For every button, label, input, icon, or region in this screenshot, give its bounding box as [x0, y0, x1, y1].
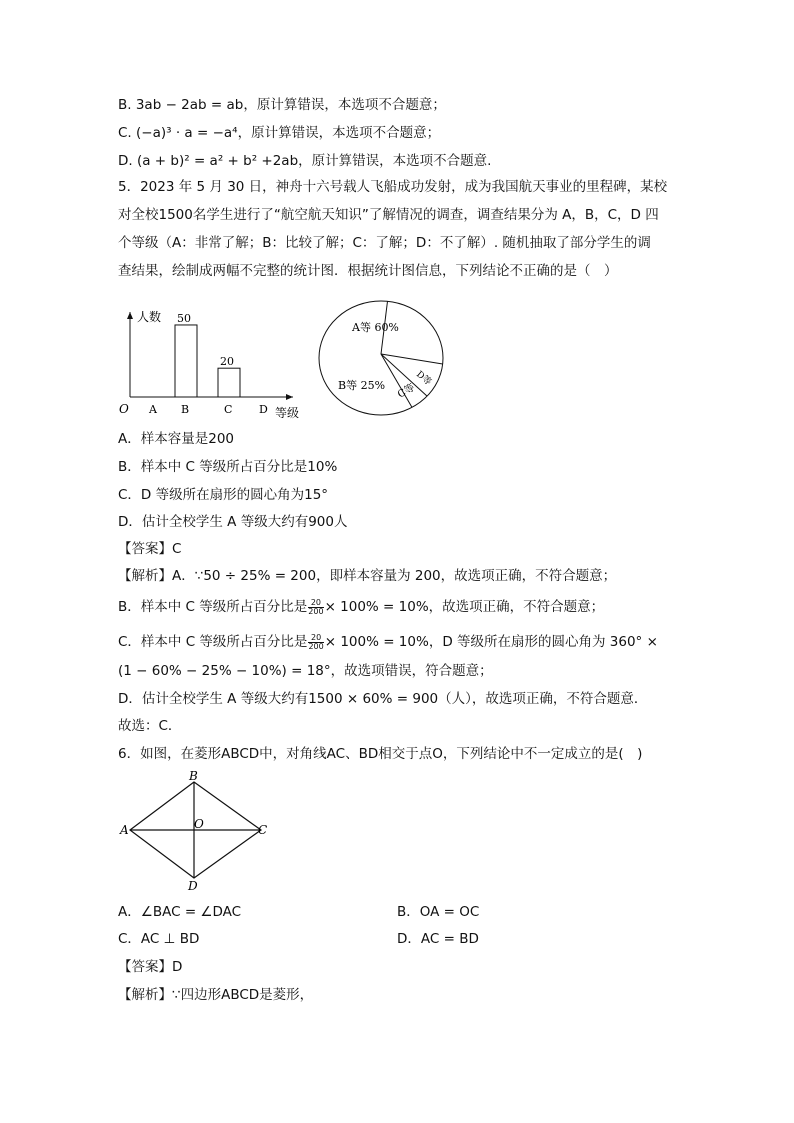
bar-B: [175, 325, 197, 397]
pie-slice-label: C等: [396, 382, 417, 401]
option-c-line: C. (−a)³ · a = −a⁴，原计算错误，本选项不合题意；: [118, 125, 441, 141]
center-o-label: O: [194, 817, 204, 831]
q5-stem-line1: 5．2023 年 5 月 30 日，神舟十六号载人飞船成功发射，成为我国航天事业的里程碑，某校: [118, 179, 668, 195]
bar-value-label-B: 50: [177, 311, 191, 325]
pie-slice-label: B等 25%: [338, 379, 386, 392]
tick-label-D: D: [259, 403, 268, 416]
q5-explanation-c-cont: (1 − 60% − 25% − 10%) = 18°，故选项错误，符合题意；: [118, 663, 493, 679]
bar-chart-origin: O: [119, 402, 129, 416]
q5-explanation-b: B．样本中 C 等级所占百分比是 $\frac{20}{200}$ × 100% = 10%，故选项正确，不符合题意；: [118, 597, 605, 616]
q5-stem-line2: 对全校1500名学生进行了“航空航天知识”了解情况的调查，调查结果分为 A，B，C，D 四: [118, 207, 659, 223]
vertex-a-label: A: [120, 823, 129, 837]
fraction: $\frac{20}{200}$: [308, 632, 324, 651]
q5-option-c: C．D 等级所在扇形的圆心角为15°: [118, 487, 329, 503]
q6-option-a: A．∠BAC = ∠DAC: [118, 904, 242, 920]
q5-stem-line4: 查结果，绘制成两幅不完整的统计图．根据统计图信息，下列结论不正确的是（ ）: [118, 263, 618, 279]
q6-stem: 6．如图，在菱形ABCD中，对角线AC、BD相交于点O，下列结论中不一定成立的是( ): [118, 746, 643, 762]
pie-chart: [318, 300, 444, 418]
fraction: $\frac{20}{200}$: [308, 597, 324, 616]
q6-answer: 【答案】D: [118, 959, 183, 975]
bar-C: [218, 368, 240, 397]
q5-answer: 【答案】C: [118, 541, 182, 557]
pie-slice-label: A等 60%: [352, 321, 399, 334]
bar-chart-xlabel: 等级: [275, 406, 300, 420]
q5-option-b: B．样本中 C 等级所占百分比是10%: [118, 459, 338, 475]
vertex-b-label: B: [189, 769, 198, 783]
tick-label-A: A: [149, 403, 157, 416]
rhombus-figure: [118, 770, 278, 895]
tick-label-C: C: [224, 403, 233, 416]
q5-conclusion: 故选：C．: [118, 718, 182, 734]
option-d-line: D. (a + b)² = a² + b² +2ab，原计算错误，本选项不合题意.: [118, 153, 492, 169]
q5-option-a: A．样本容量是200: [118, 431, 235, 447]
bar-chart: [115, 302, 305, 422]
vertex-c-label: C: [258, 823, 268, 837]
q5-explanation-d: D．估计全校学生 A 等级大约有1500 × 60% = 900（人），故选项正确，不符合题意．: [118, 691, 648, 707]
q5-explanation-c: C．样本中 C 等级所占百分比是 $\frac{20}{200}$ × 100% = 10%，D 等级所在扇形的圆心角为 360° ×: [118, 632, 658, 651]
q6-option-b: B．OA = OC: [397, 904, 480, 920]
pie-slice-boundary: [381, 354, 412, 407]
pie-slice-label: D等: [414, 369, 433, 388]
q5-option-d: D．估计全校学生 A 等级大约有900人: [118, 514, 348, 530]
tick-label-B: B: [181, 403, 190, 416]
vertex-d-label: D: [188, 879, 198, 893]
q5-explanation-a: 【解析】A．∵50 ÷ 25% = 200，即样本容量为 200，故选项正确，不符合题意；: [118, 568, 617, 584]
q6-option-d: D．AC = BD: [397, 931, 479, 947]
bar-chart-ylabel: 人数: [137, 310, 162, 324]
bar-value-label-C: 20: [220, 355, 234, 369]
option-b-line: B. 3ab − 2ab = ab，原计算错误，本选项不合题意；: [118, 97, 446, 113]
q6-explanation: 【解析】∵四边形ABCD是菱形，: [118, 987, 314, 1003]
q6-option-c: C．AC ⊥ BD: [118, 931, 200, 947]
pie-outline: [319, 301, 443, 415]
q5-stem-line3: 个等级（A：非常了解；B：比较了解；C：了解；D：不了解）. 随机抽取了部分学生的调: [118, 235, 651, 251]
